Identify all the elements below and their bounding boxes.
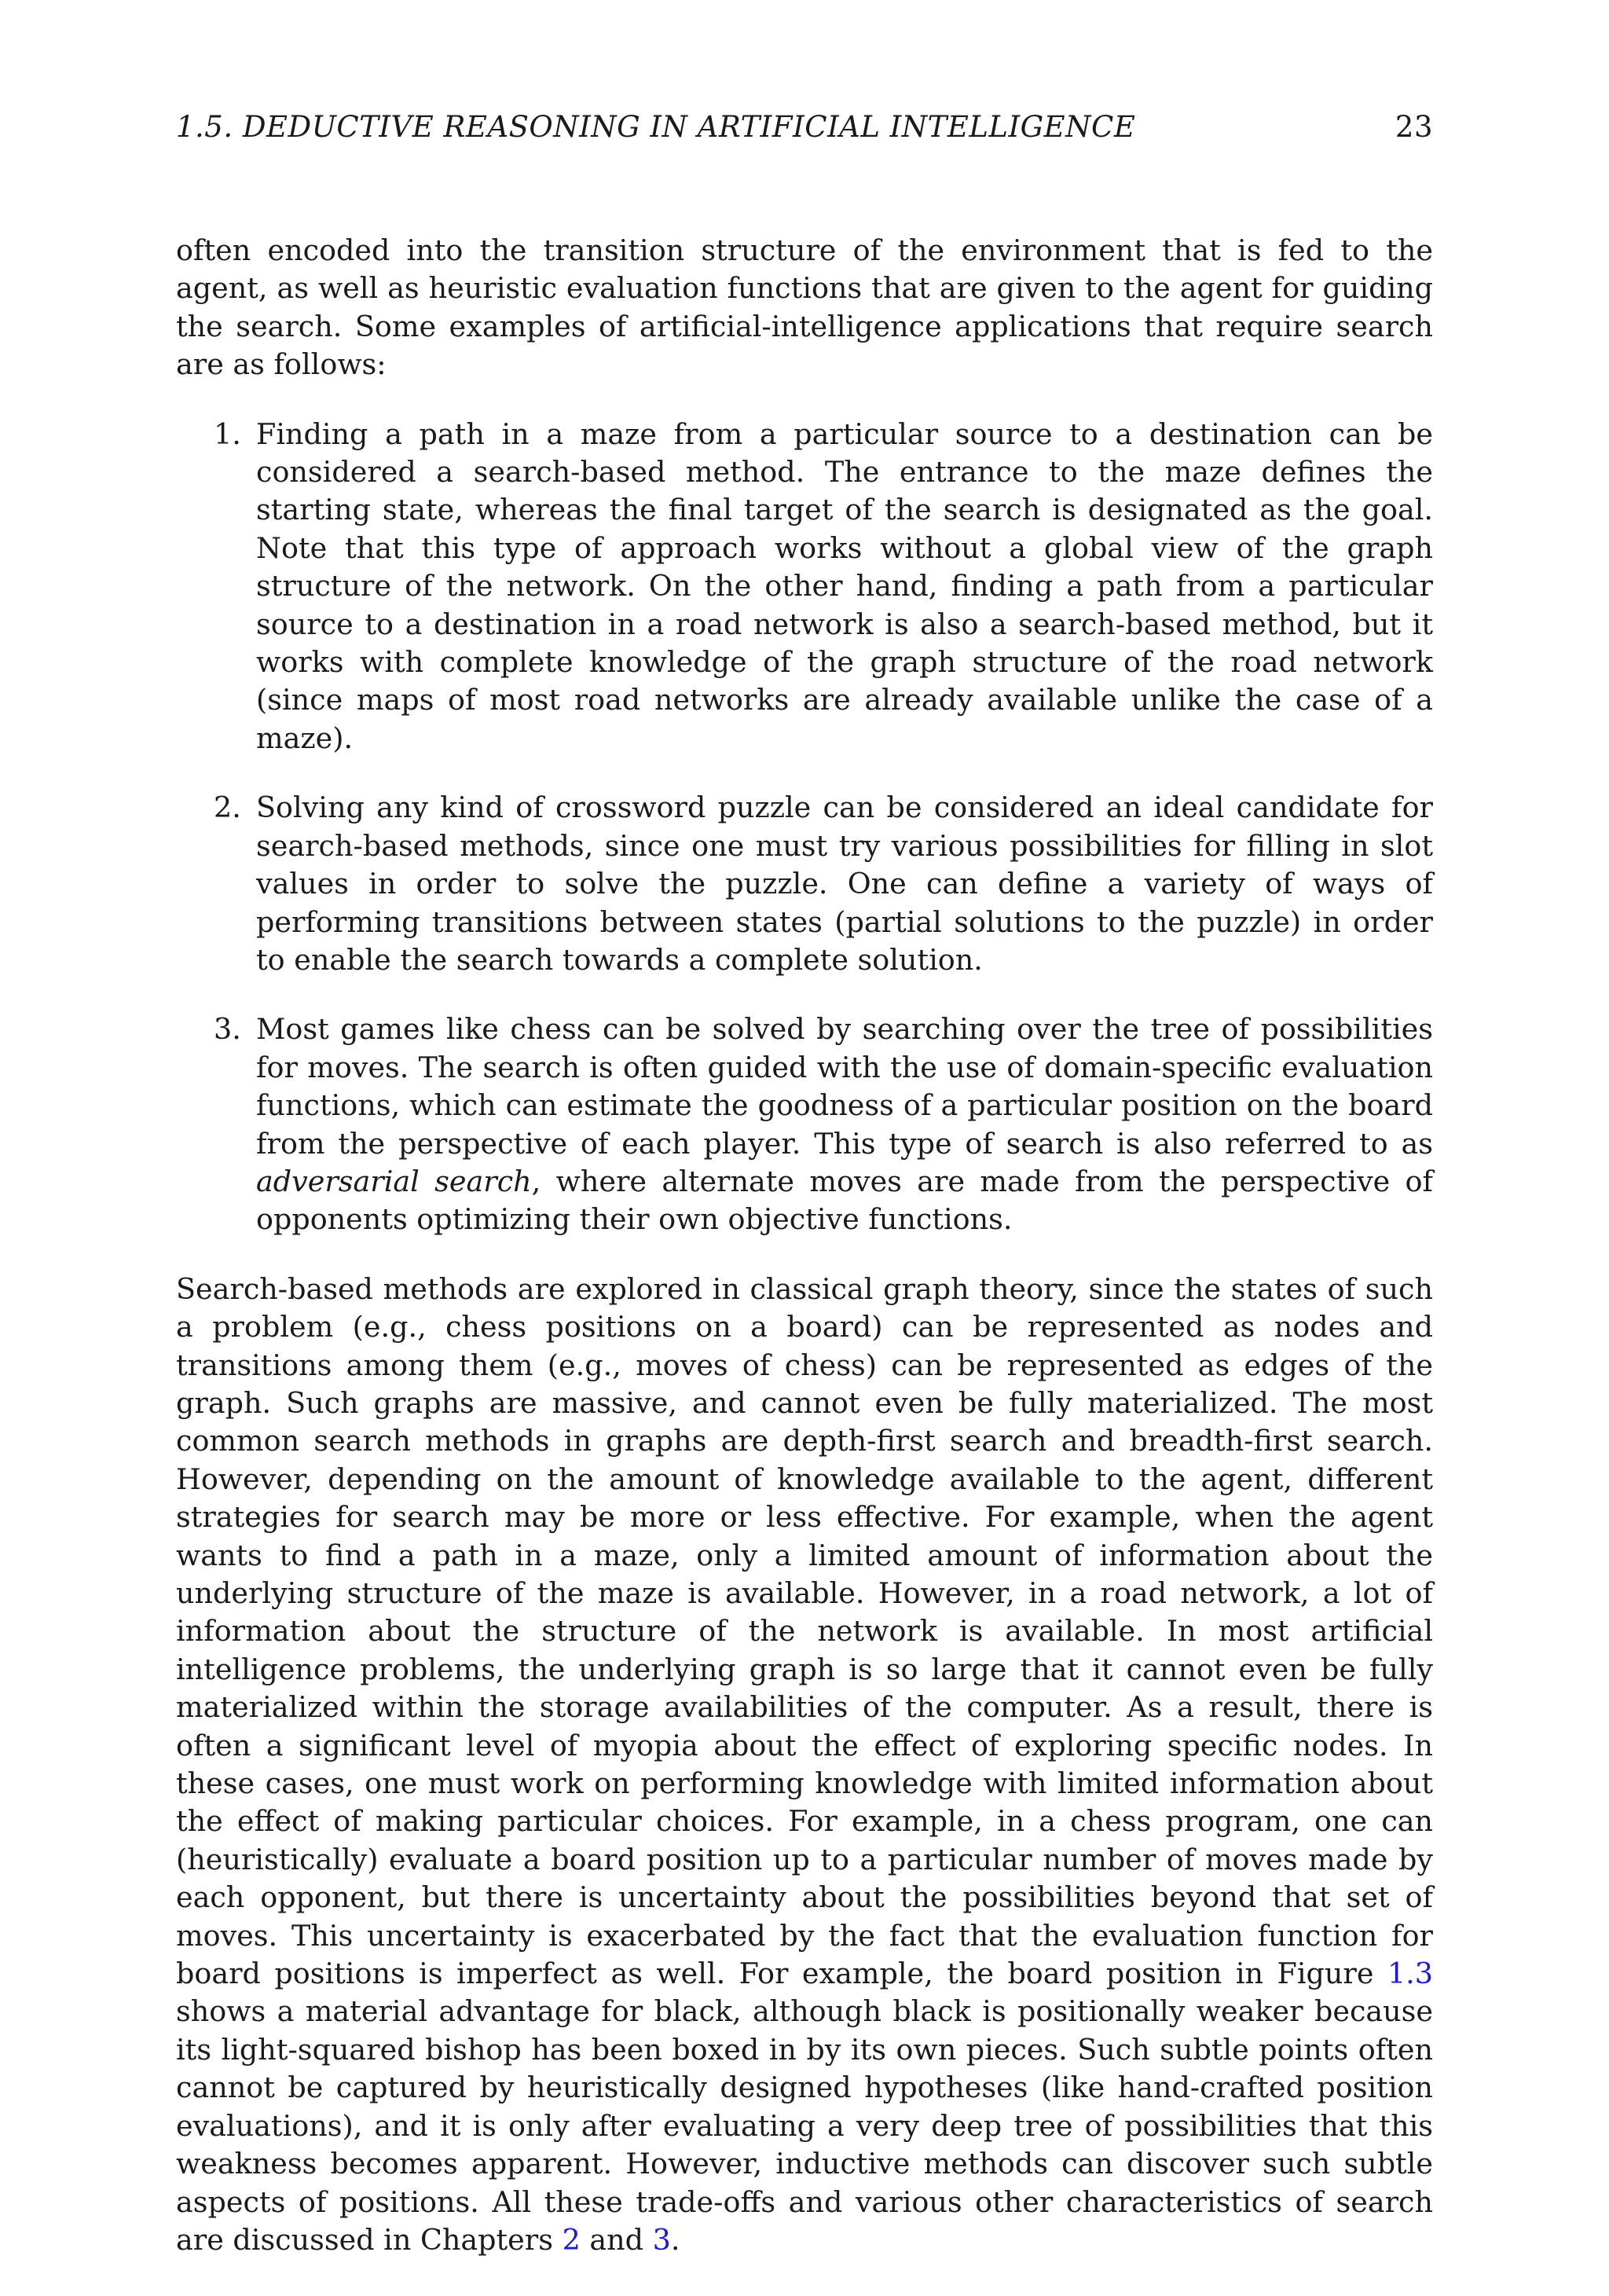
figure-reference-link[interactable]: 1.3 [1387, 1957, 1433, 1991]
section-title: 1.5. DEDUCTIVE REASONING IN ARTIFICIAL INTELLIGENCE [176, 110, 1136, 144]
list-item [176, 1010, 1433, 1238]
list-item-text: Solving any kind of crossword puzzle can be considered an ideal candidate for search-based methods, since one must try various possibilities for filling in slot values in order to solve the puzzle. One can define a variety of ways of performing transitions between states (partial solutions to the puzzle) in order to enable the search towards a complete solution. [256, 790, 1433, 977]
page-number: 23 [1395, 110, 1433, 144]
intro-paragraph: often encoded into the transition structure of the environment that is fed to the agent, as well as heuristic evaluation functions that are given to the agent for guiding the search. Some examples of artificial-intelligence applications that require search are as follows: [176, 233, 1433, 382]
main-paragraph-part1: Search-based methods are explored in classical graph theory, since the states of such a problem (e.g., chess positions on a board) can be represented as nodes and transitions among them (e.g., moves of chess) can be represented as edges of the graph. Such graphs are massive, and cannot even be fully materialized. The most common search methods in graphs are depth-first search and breadth-first search. However, depending on the amount of knowledge available to the agent, different strategies for search may be more or less effective. For example, when the agent wants to find a path in a maze, only a limited amount of information about the underlying structure of the maze is available. However, in a road network, a lot of information about the structure of the network is available. In most artificial intelligence problems, the underlying graph is so large that it cannot even be fully materialized within the storage availabilities of the computer. As a result, there is often a significant level of myopia about the effect of exploring specific nodes. In these cases, one must work on performing knowledge with limited information about the effect of making particular choices. For example, in a chess program, one can (heuristically) evaluate a board position up to a particular number of moves made by each opponent, but there is uncertainty about the possibilities beyond that set of moves. This uncertainty is exacerbated by the fact that the evaluation function for board positions is imperfect as well. For example, the board position in Figure [176, 1271, 1433, 1991]
list-item [176, 789, 1433, 979]
chapter-3-reference-link[interactable]: 3 [652, 2222, 671, 2257]
body-text [176, 232, 1433, 2259]
chapter-2-reference-link[interactable]: 2 [562, 2222, 581, 2257]
list-item-number: 3. [214, 1012, 241, 1047]
list-item-text-before: Most games like chess can be solved by searching over the tree of possibilities for moves. The search is often guided with the use of domain-specific evaluation functions, which can estimate the goodness of a particular position on the board from the perspective of each player. This type of search is also referred to as [256, 1012, 1433, 1161]
list-item-number: 1. [214, 416, 241, 451]
list-item-text [256, 1012, 1433, 1236]
main-paragraph [176, 1271, 1433, 2260]
main-paragraph-part4: . [670, 2222, 680, 2257]
main-paragraph-part3: and [580, 2222, 653, 2257]
running-header [176, 108, 1433, 146]
main-paragraph-part2: shows a material advantage for black, although black is positionally weaker because its light-squared bishop has been boxed in by its own pieces. Such subtle points often cannot be captured by heuristically designed hypotheses (like hand-crafted position evaluations), and it is only after evaluating a very deep tree of possibilities that this weakness becomes apparent. However, inductive methods can discover such subtle aspects of positions. All these trade-offs and various other characteristics of search are discussed in Chapters [176, 1994, 1433, 2257]
list-item [176, 416, 1433, 758]
list-item-number: 2. [214, 790, 241, 825]
examples-list [176, 416, 1433, 1239]
adversarial-search-term: adversarial search [256, 1164, 532, 1198]
list-item-text-after: , where alternate moves are made from the perspective of opponents optimizing their own objective functions. [256, 1164, 1433, 1237]
list-item-text: Finding a path in a maze from a particular source to a destination can be considered a search-based method. The entrance to the maze defines the starting state, whereas the final target of the search is designated as the goal. Note that this type of approach works without a global view of the graph structure of the network. On the other hand, finding a path from a particular source to a destination in a road network is also a search-based method, but it works with complete knowledge of the graph structure of the road network (since maps of most road networks are already available unlike the case of a maze). [256, 416, 1433, 755]
